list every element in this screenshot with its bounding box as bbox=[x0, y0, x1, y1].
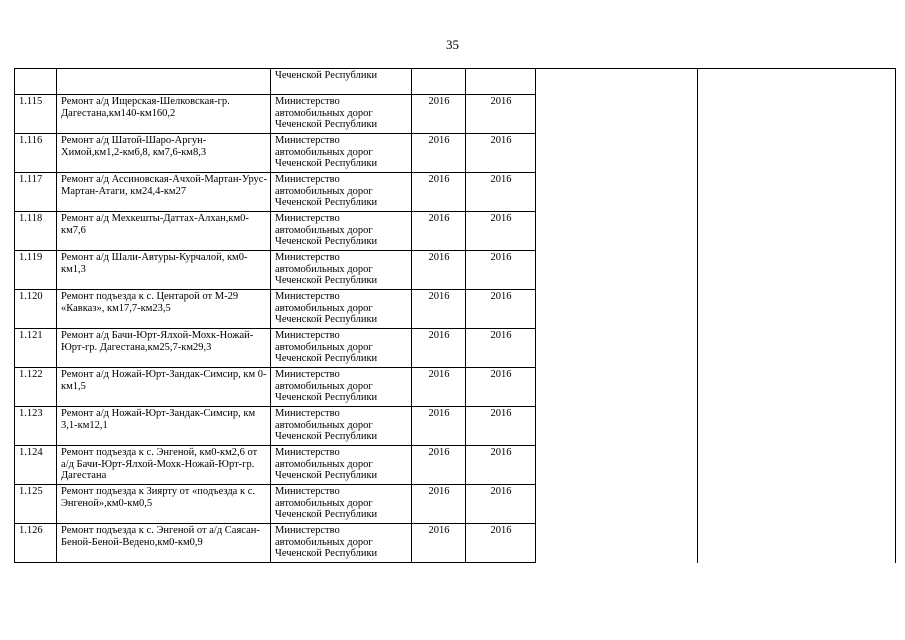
cell-empty-2 bbox=[698, 212, 896, 251]
cell-organization: Министерство автомобильных дорог Чеченской Республики bbox=[271, 407, 412, 446]
cell-year-start: 2016 bbox=[412, 251, 466, 290]
cell-empty-1 bbox=[536, 524, 698, 563]
cell-empty-1 bbox=[536, 329, 698, 368]
cell-number: 1.126 bbox=[15, 524, 57, 563]
cell-name: Ремонт а/д Шали-Автуры-Курчалой, км0-км1,3 bbox=[57, 251, 271, 290]
cell-organization: Министерство автомобильных дорог Чеченской Республики bbox=[271, 446, 412, 485]
table-row bbox=[15, 524, 896, 563]
cell-number: 1.116 bbox=[15, 134, 57, 173]
cell-year-start: 2016 bbox=[412, 368, 466, 407]
cell-empty-1 bbox=[536, 485, 698, 524]
table-row bbox=[15, 173, 896, 212]
cell-year-start: 2016 bbox=[412, 524, 466, 563]
cell-name: Ремонт а/д Шатой-Шаро-Аргун-Химой,км1,2-км6,8, км7,6-км8,3 bbox=[57, 134, 271, 173]
cell-name: Ремонт а/д Ножай-Юрт-Зандак-Симсир, км 3,1-км12,1 bbox=[57, 407, 271, 446]
cell-empty-1 bbox=[536, 212, 698, 251]
cell-year-end: 2016 bbox=[466, 251, 536, 290]
cell-number: 1.117 bbox=[15, 173, 57, 212]
cell-year-start: 2016 bbox=[412, 212, 466, 251]
cell-year-start: 2016 bbox=[412, 173, 466, 212]
cell-year-end: 2016 bbox=[466, 173, 536, 212]
cell-empty-1 bbox=[536, 173, 698, 212]
cell-empty-2 bbox=[698, 407, 896, 446]
cell-year-start: 2016 bbox=[412, 329, 466, 368]
cell-empty-2 bbox=[698, 290, 896, 329]
table-row bbox=[15, 95, 896, 134]
cell-organization: Министерство автомобильных дорог Чеченской Республики bbox=[271, 134, 412, 173]
cell-year-start: 2016 bbox=[412, 134, 466, 173]
cell-organization: Министерство автомобильных дорог Чеченской Республики bbox=[271, 329, 412, 368]
cell-organization: Министерство автомобильных дорог Чеченской Республики bbox=[271, 95, 412, 134]
cell-year-end: 2016 bbox=[466, 368, 536, 407]
cell-empty-1 bbox=[536, 407, 698, 446]
table-row bbox=[15, 329, 896, 368]
cell-organization: Министерство автомобильных дорог Чеченской Республики bbox=[271, 524, 412, 563]
cell-year-start: 2016 bbox=[412, 407, 466, 446]
cell-empty-2 bbox=[698, 446, 896, 485]
table-row bbox=[15, 134, 896, 173]
cell-number bbox=[15, 69, 57, 95]
cell-year-start: 2016 bbox=[412, 446, 466, 485]
cell-name bbox=[57, 69, 271, 95]
cell-empty-1 bbox=[536, 251, 698, 290]
cell-number: 1.121 bbox=[15, 329, 57, 368]
cell-name: Ремонт а/д Ассиновская-Ачхой-Мартан-Урус-Мартан-Атаги, км24,4-км27 bbox=[57, 173, 271, 212]
cell-organization: Министерство автомобильных дорог Чеченской Республики bbox=[271, 212, 412, 251]
cell-name: Ремонт а/д Ищерская-Шелковская-гр. Дагестана,км140-км160,2 bbox=[57, 95, 271, 134]
cell-organization: Министерство автомобильных дорог Чеченской Республики bbox=[271, 368, 412, 407]
cell-number: 1.124 bbox=[15, 446, 57, 485]
cell-number: 1.115 bbox=[15, 95, 57, 134]
cell-number: 1.125 bbox=[15, 485, 57, 524]
cell-number: 1.122 bbox=[15, 368, 57, 407]
cell-empty-2 bbox=[698, 251, 896, 290]
table-row bbox=[15, 290, 896, 329]
cell-year-end: 2016 bbox=[466, 446, 536, 485]
table-row bbox=[15, 407, 896, 446]
cell-organization: Чеченской Республики bbox=[271, 69, 412, 95]
road-repair-table bbox=[14, 68, 896, 563]
table-row bbox=[15, 212, 896, 251]
cell-name: Ремонт подъезда к с. Энгеной, км0-км2,6 от а/д Бачи-Юрт-Ялхой-Мохк-Ножай-Юрт-гр. Дагестана bbox=[57, 446, 271, 485]
page-number: 35 bbox=[446, 37, 459, 52]
cell-name: Ремонт подъезда к с. Энгеной от а/д Саясан-Беной-Беной-Ведено,км0-км0,9 bbox=[57, 524, 271, 563]
cell-year-end: 2016 bbox=[466, 329, 536, 368]
table-body bbox=[15, 69, 896, 563]
cell-empty-1 bbox=[536, 134, 698, 173]
cell-empty-2 bbox=[698, 485, 896, 524]
table-row bbox=[15, 251, 896, 290]
cell-year-end: 2016 bbox=[466, 95, 536, 134]
cell-year-start: 2016 bbox=[412, 485, 466, 524]
cell-number: 1.120 bbox=[15, 290, 57, 329]
cell-year-end bbox=[466, 69, 536, 95]
cell-name: Ремонт подъезда к Зиярту от «подъезда к с. Энгеной»,км0-км0,5 bbox=[57, 485, 271, 524]
cell-year-start: 2016 bbox=[412, 95, 466, 134]
table-row-continuation bbox=[15, 69, 896, 95]
cell-year-start: 2016 bbox=[412, 290, 466, 329]
cell-year-end: 2016 bbox=[466, 212, 536, 251]
cell-empty-2 bbox=[698, 368, 896, 407]
cell-organization: Министерство автомобильных дорог Чеченской Республики bbox=[271, 290, 412, 329]
cell-empty-1 bbox=[536, 290, 698, 329]
cell-year-end: 2016 bbox=[466, 524, 536, 563]
cell-organization: Министерство автомобильных дорог Чеченской Республики bbox=[271, 173, 412, 212]
cell-year-end: 2016 bbox=[466, 134, 536, 173]
cell-empty-2 bbox=[698, 329, 896, 368]
cell-year-start bbox=[412, 69, 466, 95]
cell-year-end: 2016 bbox=[466, 485, 536, 524]
cell-name: Ремонт а/д Бачи-Юрт-Ялхой-Мохк-Ножай-Юрт-гр. Дагестана,км25,7-км29,3 bbox=[57, 329, 271, 368]
cell-year-end: 2016 bbox=[466, 290, 536, 329]
cell-name: Ремонт подъезда к с. Центарой от М-29 «Кавказ», км17,7-км23,5 bbox=[57, 290, 271, 329]
cell-empty-2 bbox=[698, 524, 896, 563]
cell-empty-2 bbox=[698, 69, 896, 95]
cell-number: 1.119 bbox=[15, 251, 57, 290]
cell-name: Ремонт а/д Ножай-Юрт-Зандак-Симсир, км 0-км1,5 bbox=[57, 368, 271, 407]
table-row bbox=[15, 485, 896, 524]
cell-number: 1.123 bbox=[15, 407, 57, 446]
cell-organization: Министерство автомобильных дорог Чеченской Республики bbox=[271, 251, 412, 290]
cell-number: 1.118 bbox=[15, 212, 57, 251]
cell-empty-1 bbox=[536, 95, 698, 134]
table-row bbox=[15, 368, 896, 407]
cell-empty-2 bbox=[698, 95, 896, 134]
cell-empty-1 bbox=[536, 446, 698, 485]
cell-empty-1 bbox=[536, 368, 698, 407]
table-row bbox=[15, 446, 896, 485]
cell-empty-2 bbox=[698, 173, 896, 212]
cell-year-end: 2016 bbox=[466, 407, 536, 446]
cell-name: Ремонт а/д Мехкешты-Даттах-Алхан,км0-км7,6 bbox=[57, 212, 271, 251]
cell-organization: Министерство автомобильных дорог Чеченской Республики bbox=[271, 485, 412, 524]
cell-empty-1 bbox=[536, 69, 698, 95]
cell-empty-2 bbox=[698, 134, 896, 173]
